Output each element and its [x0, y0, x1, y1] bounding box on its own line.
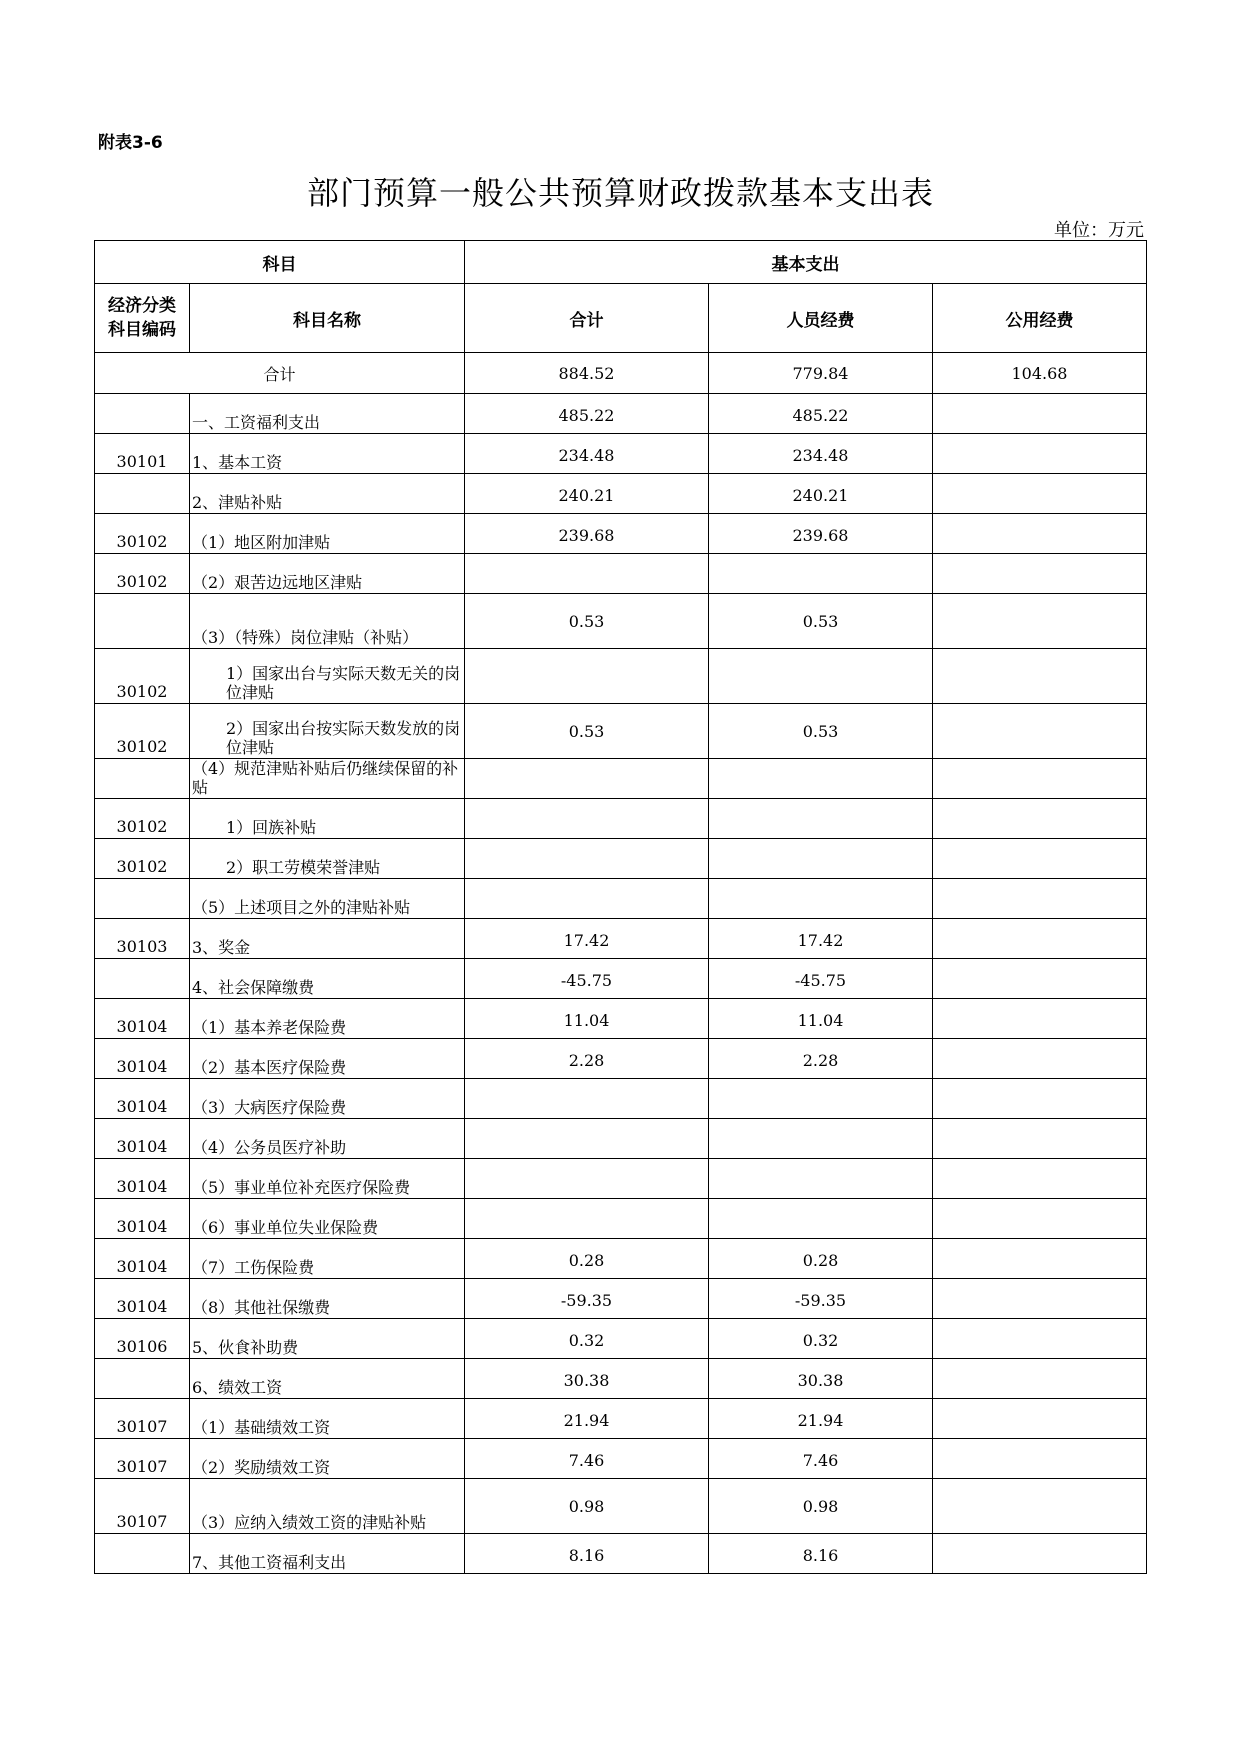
row-personnel: [709, 759, 933, 799]
row-personnel: 0.53: [709, 594, 933, 649]
table-row: [95, 1039, 1147, 1079]
header-row-2: [95, 284, 1147, 353]
table-row: [95, 1199, 1147, 1239]
table-row: [95, 1359, 1147, 1399]
row-public: [933, 759, 1147, 799]
row-code: 30104: [95, 999, 190, 1039]
header-personnel: 人员经费: [709, 284, 933, 353]
row-name: 5、伙食补助费: [190, 1319, 465, 1359]
table-row: [95, 1239, 1147, 1279]
row-total: -59.35: [465, 1279, 709, 1319]
row-name: （2）奖励绩效工资: [190, 1439, 465, 1479]
table-row: [95, 1319, 1147, 1359]
table-row: [95, 704, 1147, 759]
row-personnel: 21.94: [709, 1399, 933, 1439]
row-code: [95, 474, 190, 514]
row-code: 30102: [95, 649, 190, 704]
row-name: 1、基本工资: [190, 434, 465, 474]
row-personnel: [709, 649, 933, 704]
table-row: [95, 959, 1147, 999]
row-personnel: 0.32: [709, 1319, 933, 1359]
table-row: [95, 1479, 1147, 1534]
table-row: [95, 594, 1147, 649]
row-personnel: 0.28: [709, 1239, 933, 1279]
total-label: 合计: [95, 353, 465, 394]
row-code: 30102: [95, 839, 190, 879]
row-total: [465, 839, 709, 879]
row-personnel: 234.48: [709, 434, 933, 474]
table-row: [95, 394, 1147, 434]
table-row: [95, 839, 1147, 879]
row-total: [465, 1199, 709, 1239]
row-name: 一、工资福利支出: [190, 394, 465, 434]
row-total: 17.42: [465, 919, 709, 959]
row-total: 0.53: [465, 594, 709, 649]
row-code: [95, 759, 190, 799]
row-public: [933, 1359, 1147, 1399]
header-basic-expense: 基本支出: [465, 241, 1147, 284]
row-code: 30104: [95, 1239, 190, 1279]
row-total: 2.28: [465, 1039, 709, 1079]
row-name: 7、其他工资福利支出: [190, 1534, 465, 1574]
row-code: 30103: [95, 919, 190, 959]
row-code: [95, 594, 190, 649]
row-name: （4）公务员医疗补助: [190, 1119, 465, 1159]
row-public: [933, 1534, 1147, 1574]
table-row: [95, 434, 1147, 474]
row-code: 30107: [95, 1399, 190, 1439]
row-name: （2）艰苦边远地区津贴: [190, 554, 465, 594]
row-total: [465, 1119, 709, 1159]
header-econ-code-line2: 科目编码: [108, 320, 176, 340]
header-econ-code-line1: 经济分类: [108, 296, 176, 316]
row-code: 30104: [95, 1279, 190, 1319]
row-personnel: [709, 1159, 933, 1199]
table-row: [95, 1399, 1147, 1439]
row-name: （5）事业单位补充医疗保险费: [190, 1159, 465, 1199]
row-total: 234.48: [465, 434, 709, 474]
row-total: [465, 879, 709, 919]
table-row: [95, 1079, 1147, 1119]
row-code: 30102: [95, 799, 190, 839]
row-personnel: 17.42: [709, 919, 933, 959]
row-personnel: [709, 1199, 933, 1239]
header-subject-name: 科目名称: [190, 284, 465, 353]
row-public: [933, 554, 1147, 594]
row-public: [933, 959, 1147, 999]
row-personnel: -59.35: [709, 1279, 933, 1319]
row-code: [95, 959, 190, 999]
row-personnel: 30.38: [709, 1359, 933, 1399]
table-row: [95, 759, 1147, 799]
row-public: [933, 514, 1147, 554]
row-name: 2）国家出台按实际天数发放的岗位津贴: [190, 704, 465, 759]
row-personnel: 11.04: [709, 999, 933, 1039]
row-public: [933, 1199, 1147, 1239]
table-row: [95, 1439, 1147, 1479]
row-code: [95, 879, 190, 919]
table-row: [95, 514, 1147, 554]
row-name: （1）基本养老保险费: [190, 999, 465, 1039]
row-total: 0.32: [465, 1319, 709, 1359]
row-total: 0.53: [465, 704, 709, 759]
table-row: [95, 919, 1147, 959]
row-public: [933, 1039, 1147, 1079]
table-row: [95, 1159, 1147, 1199]
row-personnel: 0.98: [709, 1479, 933, 1534]
row-total: 0.28: [465, 1239, 709, 1279]
header-subject: 科目: [95, 241, 465, 284]
row-public: [933, 879, 1147, 919]
row-personnel: 240.21: [709, 474, 933, 514]
row-code: 30106: [95, 1319, 190, 1359]
row-public: [933, 1319, 1147, 1359]
row-personnel: -45.75: [709, 959, 933, 999]
row-total: [465, 1079, 709, 1119]
row-code: 30107: [95, 1479, 190, 1534]
row-personnel: [709, 1119, 933, 1159]
row-code: 30104: [95, 1079, 190, 1119]
header-public: 公用经费: [933, 284, 1147, 353]
row-total: [465, 554, 709, 594]
row-name: 1）回族补贴: [190, 799, 465, 839]
row-name: （1）地区附加津贴: [190, 514, 465, 554]
row-public: [933, 1279, 1147, 1319]
row-total: 21.94: [465, 1399, 709, 1439]
row-personnel: [709, 879, 933, 919]
table-row: [95, 799, 1147, 839]
row-code: 30104: [95, 1119, 190, 1159]
row-public: [933, 434, 1147, 474]
row-name: 2）职工劳模荣誉津贴: [190, 839, 465, 879]
row-personnel: [709, 799, 933, 839]
attachment-label: 附表3-6: [98, 133, 163, 153]
row-code: 30104: [95, 1159, 190, 1199]
row-code: 30102: [95, 704, 190, 759]
row-code: [95, 394, 190, 434]
row-public: [933, 799, 1147, 839]
row-name: （5）上述项目之外的津贴补贴: [190, 879, 465, 919]
row-public: [933, 1239, 1147, 1279]
row-personnel: [709, 839, 933, 879]
row-total: [465, 759, 709, 799]
table-row: [95, 999, 1147, 1039]
row-public: [933, 649, 1147, 704]
row-personnel: [709, 1079, 933, 1119]
row-personnel: [709, 554, 933, 594]
row-name: （8）其他社保缴费: [190, 1279, 465, 1319]
row-public: [933, 919, 1147, 959]
row-name: （4）规范津贴补贴后仍继续保留的补贴: [190, 759, 465, 799]
row-name: （3）应纳入绩效工资的津贴补贴: [190, 1479, 465, 1534]
row-code: 30102: [95, 514, 190, 554]
row-name: 3、奖金: [190, 919, 465, 959]
row-name: （1）基础绩效工资: [190, 1399, 465, 1439]
row-name: 2、津贴补贴: [190, 474, 465, 514]
row-personnel: 7.46: [709, 1439, 933, 1479]
row-public: [933, 474, 1147, 514]
row-code: [95, 1534, 190, 1574]
total-personnel: 779.84: [709, 353, 933, 394]
row-total: 240.21: [465, 474, 709, 514]
row-code: 30107: [95, 1439, 190, 1479]
row-total: 7.46: [465, 1439, 709, 1479]
row-name: （3）（特殊）岗位津贴（补贴）: [190, 594, 465, 649]
row-public: [933, 394, 1147, 434]
row-total: 239.68: [465, 514, 709, 554]
table-row: [95, 879, 1147, 919]
row-public: [933, 1439, 1147, 1479]
header-econ-code: [95, 284, 190, 353]
row-public: [933, 839, 1147, 879]
row-total: 8.16: [465, 1534, 709, 1574]
table-row: [95, 649, 1147, 704]
header-total: 合计: [465, 284, 709, 353]
row-name: （6）事业单位失业保险费: [190, 1199, 465, 1239]
table-row: [95, 1119, 1147, 1159]
row-name: 4、社会保障缴费: [190, 959, 465, 999]
budget-table: [94, 240, 1147, 1574]
total-row: [95, 353, 1147, 394]
row-total: [465, 1159, 709, 1199]
row-public: [933, 704, 1147, 759]
row-name: 6、绩效工资: [190, 1359, 465, 1399]
total-public: 104.68: [933, 353, 1147, 394]
row-name: 1）国家出台与实际天数无关的岗位津贴: [190, 649, 465, 704]
row-total: [465, 649, 709, 704]
row-total: 0.98: [465, 1479, 709, 1534]
row-public: [933, 1119, 1147, 1159]
row-public: [933, 1399, 1147, 1439]
row-code: 30102: [95, 554, 190, 594]
row-code: 30104: [95, 1039, 190, 1079]
row-name: （2）基本医疗保险费: [190, 1039, 465, 1079]
row-name: （3）大病医疗保险费: [190, 1079, 465, 1119]
table-row: [95, 554, 1147, 594]
total-sum: 884.52: [465, 353, 709, 394]
row-name: （7）工伤保险费: [190, 1239, 465, 1279]
row-code: 30101: [95, 434, 190, 474]
row-personnel: 2.28: [709, 1039, 933, 1079]
row-total: 30.38: [465, 1359, 709, 1399]
row-code: [95, 1359, 190, 1399]
row-total: [465, 799, 709, 839]
page-title: 部门预算一般公共预算财政拨款基本支出表: [306, 174, 934, 212]
row-public: [933, 1479, 1147, 1534]
unit-label: 单位：万元: [1054, 220, 1144, 241]
row-personnel: 239.68: [709, 514, 933, 554]
table-row: [95, 1279, 1147, 1319]
row-code: 30104: [95, 1199, 190, 1239]
row-personnel: 8.16: [709, 1534, 933, 1574]
row-public: [933, 999, 1147, 1039]
table-row: [95, 1534, 1147, 1574]
row-total: 485.22: [465, 394, 709, 434]
row-personnel: 485.22: [709, 394, 933, 434]
table-row: [95, 474, 1147, 514]
row-personnel: 0.53: [709, 704, 933, 759]
row-total: 11.04: [465, 999, 709, 1039]
row-public: [933, 1079, 1147, 1119]
row-public: [933, 1159, 1147, 1199]
header-row-1: [95, 241, 1147, 284]
row-total: -45.75: [465, 959, 709, 999]
row-public: [933, 594, 1147, 649]
